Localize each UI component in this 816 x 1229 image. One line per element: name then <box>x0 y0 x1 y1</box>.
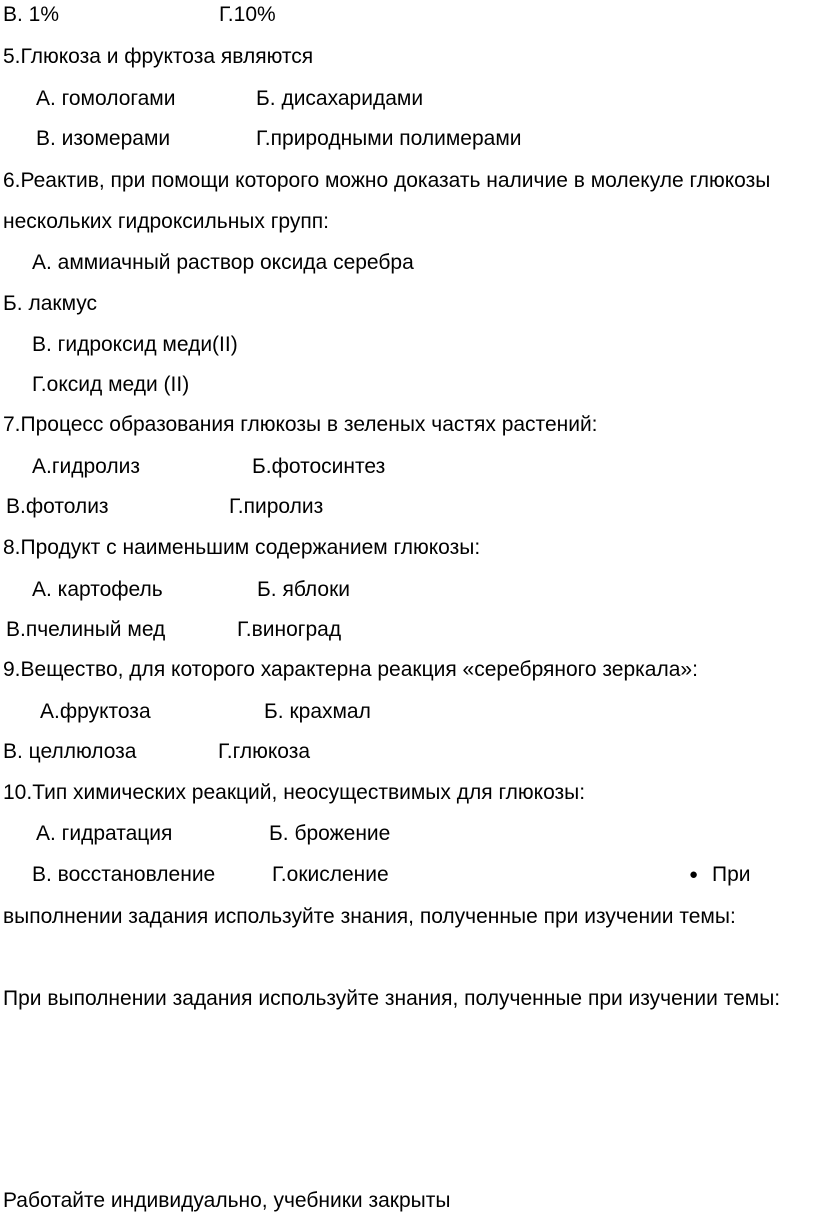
q6-option-b: Б. лакмус <box>3 292 98 315</box>
footer-note: Работайте индивидуально, учебники закрыты <box>3 1189 451 1212</box>
q8-option-a: А. картофель <box>32 578 163 601</box>
q5-option-g: Г.природными полимерами <box>256 127 522 150</box>
q7-option-v: В.фотолиз <box>6 495 109 518</box>
bullet-icon: ● <box>689 866 699 883</box>
q10-option-v: В. восстановление <box>32 863 216 886</box>
option-v-1-percent: В. 1% <box>3 3 60 26</box>
question-9: 9.Вещество, для которого характерна реакция «серебряного зеркала»: <box>3 658 698 681</box>
q5-option-v: В. изомерами <box>36 127 171 150</box>
q7-option-g: Г.пиролиз <box>229 495 324 518</box>
question-8: 8.Продукт с наименьшим содержанием глюкозы: <box>3 536 481 559</box>
q7-option-b: Б.фотосинтез <box>252 455 386 478</box>
q10-option-b: Б. брожение <box>269 822 391 845</box>
option-g-10-percent: Г.10% <box>219 3 276 26</box>
q9-option-a: А.фруктоза <box>40 700 151 723</box>
q5-option-a: А. гомологами <box>36 87 176 110</box>
question-6-continuation: нескольких гидроксильных групп: <box>3 210 329 233</box>
q6-option-v: В. гидроксид меди(II) <box>32 333 238 356</box>
question-6: 6.Реактив, при помощи которого можно доказать наличие в молекуле глюкозы <box>3 169 771 192</box>
q8-option-v: В.пчелиный мед <box>6 618 166 641</box>
q8-option-g: Г.виноград <box>237 618 342 641</box>
q6-option-g: Г.оксид меди (II) <box>32 373 190 396</box>
instruction-repeat: При выполнении задания используйте знания, полученные при изучении темы: <box>3 987 781 1010</box>
question-7: 7.Процесс образования глюкозы в зеленых частях растений: <box>3 413 598 436</box>
q9-option-b: Б. крахмал <box>264 700 371 723</box>
q7-option-a: А.гидролиз <box>32 455 140 478</box>
question-10: 10.Тип химических реакций, неосуществимых для глюкозы: <box>3 781 586 804</box>
q6-option-a: А. аммиачный раствор оксида серебра <box>32 251 414 274</box>
bullet-text: При <box>712 863 751 886</box>
q8-option-b: Б. яблоки <box>257 578 350 601</box>
q9-option-g: Г.глюкоза <box>218 740 311 763</box>
q9-option-v: В. целлюлоза <box>3 740 137 763</box>
q5-option-b: Б. дисахаридами <box>256 87 424 110</box>
q10-option-g: Г.окисление <box>272 863 389 886</box>
q10-option-a: А. гидратация <box>36 822 173 845</box>
question-5: 5.Глюкоза и фруктоза являются <box>3 45 314 68</box>
instruction-line: выполнении задания используйте знания, полученные при изучении темы: <box>3 905 736 928</box>
